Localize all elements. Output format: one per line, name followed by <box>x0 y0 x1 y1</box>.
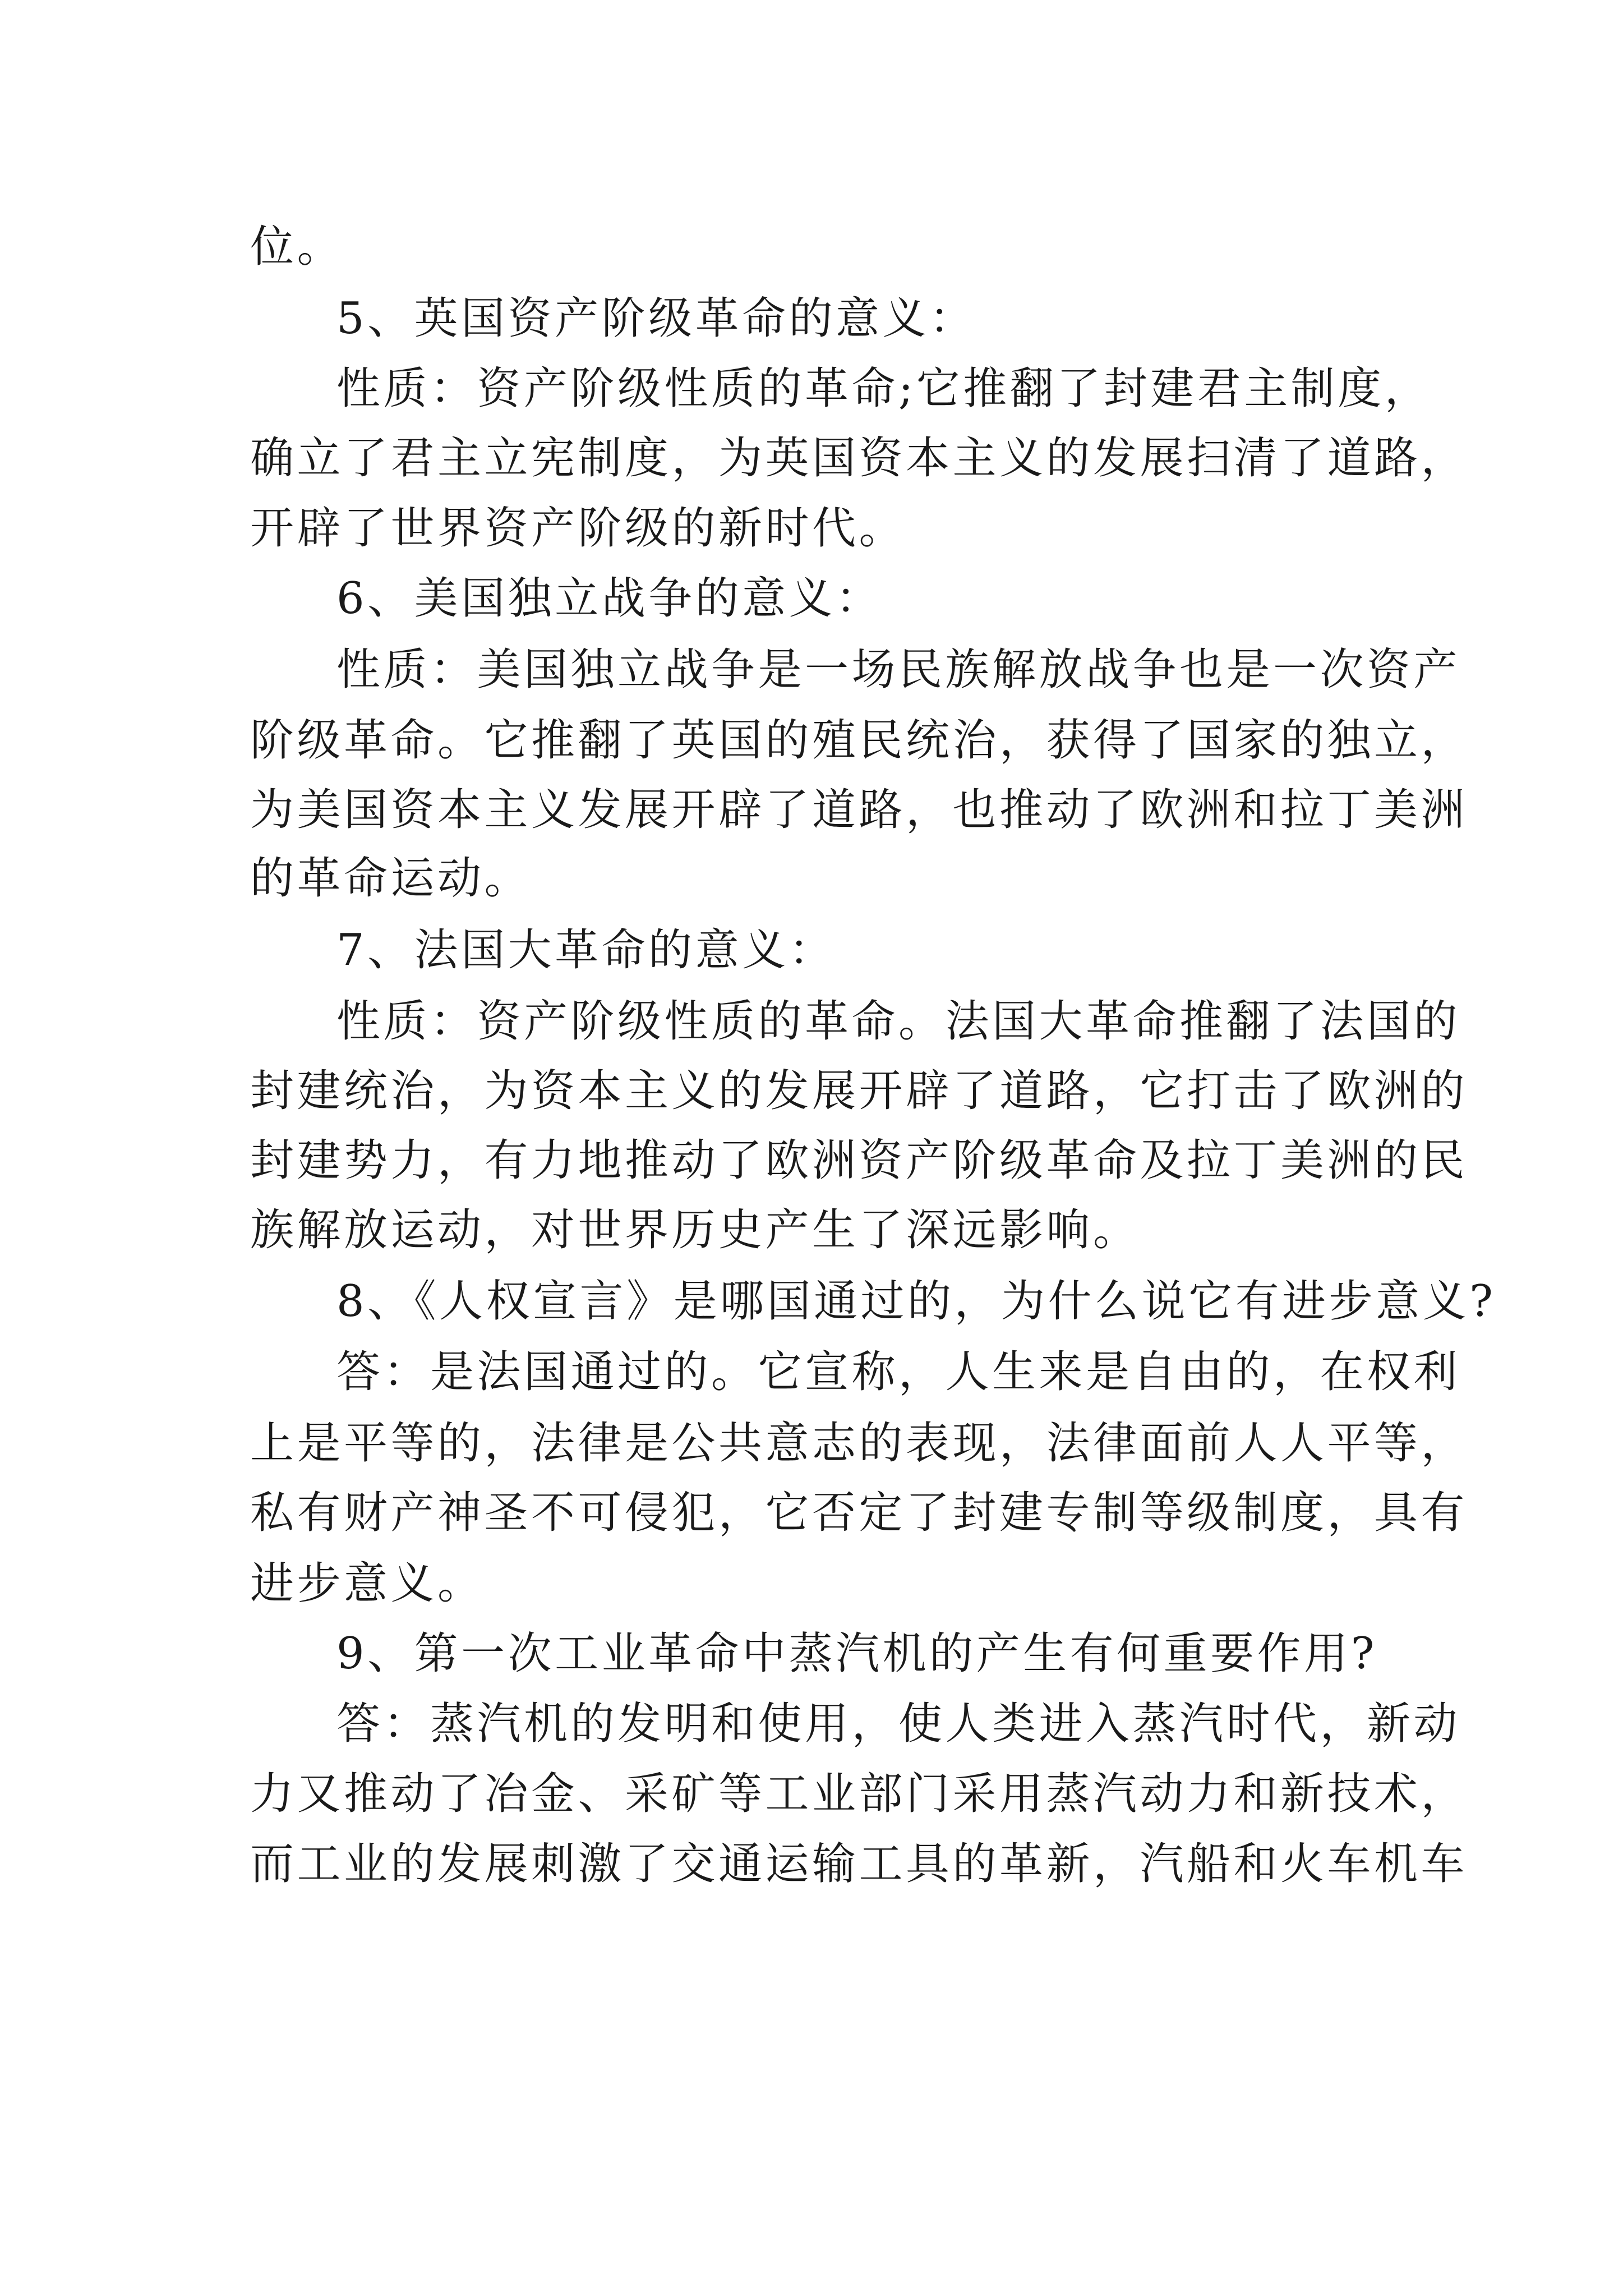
text-line: 私有财产神圣不可侵犯，它否定了封建专制等级制度，具有 <box>250 1488 1468 1538</box>
text-line: 进步意义。 <box>250 1558 485 1609</box>
section-heading: 6、美国独立战争的意义： <box>336 573 883 624</box>
text-line: 族解放运动，对世界历史产生了深远影响。 <box>250 1205 1140 1255</box>
text-line: 性质：资产阶级性质的革命;它推翻了封建君主制度， <box>336 364 1432 414</box>
text-line: 力又推动了冶金、采矿等工业部门采用蒸汽动力和新技术， <box>250 1769 1468 1819</box>
section-heading: 5、英国资产阶级革命的意义： <box>336 293 976 344</box>
section-heading: 7、法国大革命的意义： <box>336 925 836 976</box>
text-line: 开辟了世界资产阶级的新时代。 <box>250 503 906 554</box>
text-line: 答：蒸汽机的发明和使用，使人类进入蒸汽时代，新动 <box>336 1699 1461 1749</box>
text-line: 性质：资产阶级性质的革命。法国大革命推翻了法国的 <box>336 996 1461 1047</box>
section-heading: 9、第一次工业革命中蒸汽机的产生有何重要作用? <box>336 1628 1377 1679</box>
text-line: 上是平等的，法律是公共意志的表现，法律面前人人平等， <box>250 1418 1468 1469</box>
text-line: 封建势力，有力地推动了欧洲资产阶级革命及拉丁美洲的民 <box>250 1135 1468 1186</box>
text-line: 答：是法国通过的。它宣称，人生来是自由的，在权利 <box>336 1347 1461 1397</box>
section-heading: 8、《人权宣言》是哪国通过的，为什么说它有进步意义? <box>336 1276 1496 1327</box>
text-line: 确立了君主立宪制度，为英国资本主义的发展扫清了道路， <box>250 433 1468 484</box>
text-line: 阶级革命。它推翻了英国的殖民统治，获得了国家的独立， <box>250 715 1468 766</box>
text-line: 的革命运动。 <box>250 853 532 904</box>
text-line: 而工业的发展刺激了交通运输工具的革新，汽船和火车机车 <box>250 1839 1468 1889</box>
text-line: 性质：美国独立战争是一场民族解放战争也是一次资产 <box>336 645 1461 695</box>
text-line: 封建统治，为资本主义的发展开辟了道路，它打击了欧洲的 <box>250 1066 1468 1116</box>
text-line: 为美国资本主义发展开辟了道路，也推动了欧洲和拉丁美洲 <box>250 785 1468 835</box>
text-line: 位。 <box>250 222 344 272</box>
